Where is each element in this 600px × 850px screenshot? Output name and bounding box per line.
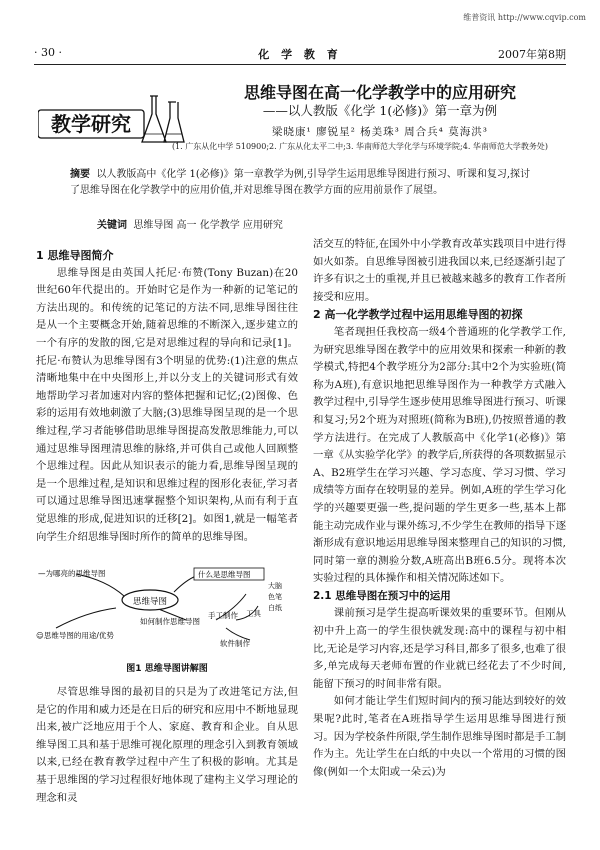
mindmap-node-hand: 手工制作	[208, 611, 238, 620]
mindmap-center-label: 思维导图	[132, 597, 168, 607]
paragraph: 笔者现担任我校高一级4个普通班的化学教学工作,为研究思维导图在教学中的应用效果和探索一种新的教学模式,特把4个教学班分为2部分:其中2个为实验班(简称为A班),有意识地把思维导图作为一种教学方式融入教学过程中,引导学生逐步使用思维导图进行预习、听课和复习;另2个班为对照班(简称为B班),仍按照普通的教学方法进行。在完成了人教版高中《化学1(必修)》第一章《从实验学化学》的教学后,所获得的各项数据显示A、B2班学生在学习兴趣、学习态度、学习习惯、学习成绩等方面存在较明显的差异。例如,A班的学生学习化学的兴趣要更强一些,提问题的学生更多一些,基本上都能主动完成作业与课外练习,不少学生在教师的指导下逐渐形成有意识地运用思维导图来整理自己的知识的习惯,同时第一章的测验分数,A班高出B班6.5分。现将本次实验过程的具体操作和相关情况陈述如下。	[313, 325, 566, 585]
mindmap-node-what: 什么是思维导图	[198, 570, 251, 579]
mindmap-node-paper: 白纸	[268, 604, 282, 612]
issue-label: 2007年第8期	[498, 48, 566, 61]
mindmap-node-soft: 软件制作	[220, 639, 250, 648]
logo-text: 教学研究	[51, 112, 131, 136]
paragraph: 如何才能让学生们短时间内的预习能达到较好的效果呢?此时,笔者在A班指导学生运用思维导图进行预习。因为学校条件所限,学生制作思维导图时都是手工制作为主。先让学生在白纸的中央以一个常用的习惯的图像(例如一个太阳或一朵云)为	[313, 695, 566, 778]
mindmap-node-why: —为哪亮的思维导图	[38, 569, 106, 578]
abstract	[70, 167, 540, 199]
affiliation: (1. 广东从化中学 510900;2. 广东从化太平二中;3. 华南师范大学化学与环境学院;4. 华南师范大学教务处)	[171, 142, 549, 151]
author-list: 梁晓康¹ 廖锐星² 杨美珠³ 周合兵⁴ 莫海洪³	[272, 126, 488, 138]
flask-icon	[142, 96, 184, 142]
header-rule	[34, 64, 566, 65]
figure-1-mindmap	[36, 566, 298, 652]
abstract-text: 以人教版高中《化学 1(必修)》第一章教学为例,引导学生运用思维导图进行预习、听课和复习,探讨了思维导图在化学教学中的应用价值,并对思维导图在教学方面的应用前景作了展望。	[70, 169, 531, 196]
figure-caption: 图1 思维导图讲解图	[126, 664, 208, 674]
paragraph: 课前预习是学生提高听课效果的重要环节。但刚从初中升上高一的学生很快就发现:高中的课程与初中相比,无论是学习内容,还是学习科目,都多了很多,也难了很多,单完成每天老师布置的作业就已经花去了不少时间,能留下预习的时间非常有限。	[313, 607, 566, 690]
right-column	[313, 236, 566, 781]
left-column-top	[36, 247, 298, 546]
running-header	[34, 46, 566, 64]
mindmap-node-brain: 大脑	[268, 582, 282, 590]
keywords-label: 关键词	[97, 220, 127, 231]
paragraph: 思维导图是由英国人托尼·布赞(Tony Buzan)在20世纪60年代提出的。开始时它是作为一种新的记笔记的方法出现的。和传统的记笔记的方法不同,思维导图往往是从一个主要概念开始,随着思维的不断深入,逐步建立的一个有序的发散的图,它是对思维过程的导向和记录[1]。托尼·布赞认为思维导图有3个明显的优势:(1)注意的焦点清晰地集中在中央图形上,并以分支上的关键词形式有效地帮助学习者加速对内容的整体把握和记忆;(2)图像、色彩的运用有效地刺激了大脑;(3)思维导图呈现的是一个思维过程,学习者能够借助思维导图提高发散思维能力,可以通过思维导图理清思维的脉络,并可供自己或他人回顾整个思维过程。因此从知识表示的能力看,思维导图呈现的是一个思维过程,是知识和思维过程的图形化表征,学习者可以通过思维导图迅速掌握整个知识架构,从而有利于直觉思维的形成,促进知识的迁移[2]。如图1,就是一幅笔者向学生介绍思维导图时所作的简单的思维导图。	[36, 266, 298, 543]
paragraph: 活交互的特征,在国外中小学教育改革实践项目中进行得如火如荼。自思维导图被引进我国以来,已经逐渐引起了许多有识之士的重视,并且已被越来越多的教育工作者所接受和应用。	[313, 238, 566, 303]
paragraph: 尽管思维导图的最初目的只是为了改进笔记方法,但是它的作用和威力还是在日后的研究和应用中不断地显现出来,被广泛地应用于个人、家庭、教育和企业。自从思维导图工具和基于思维可视化原理的理念引入到教育领域以来,已经在教育教学过程中产生了积极的影响。尤其是基于思维图的学习过程很好地体现了建构主义学习理论的理念和灵	[36, 686, 298, 804]
mindmap-node-use: ☺思维导图的用途/优势	[36, 631, 114, 640]
mindmap-node-tools: 工具	[246, 609, 261, 618]
abstract-label: 摘要	[70, 169, 90, 180]
keywords	[97, 216, 537, 231]
mindmap-node-pen: 色笔	[268, 593, 282, 601]
watermark: 维普资讯 http://www.cqvip.com	[463, 13, 586, 22]
section-heading-1: 1 思维导图简介	[36, 249, 114, 262]
mindmap-node-how: 如何制作思维导图	[140, 617, 200, 626]
journal-name: 化 学 教 育	[258, 48, 342, 61]
page-number: · 30 ·	[34, 46, 62, 59]
left-column-bottom	[36, 684, 298, 807]
subsection-heading-2-1: 2.1 思维导图在预习中的运用	[313, 589, 451, 602]
keywords-text: 思维导图 高一 化学教学 应用研究	[133, 220, 283, 231]
article-subtitle: ——以人教版《化学 1(必修)》第一章为例	[262, 103, 498, 118]
section-heading-2: 2 高一化学教学过程中运用思维导图的初探	[313, 308, 523, 322]
article-title: 思维导图在高一化学教学中的应用研究	[243, 83, 516, 102]
